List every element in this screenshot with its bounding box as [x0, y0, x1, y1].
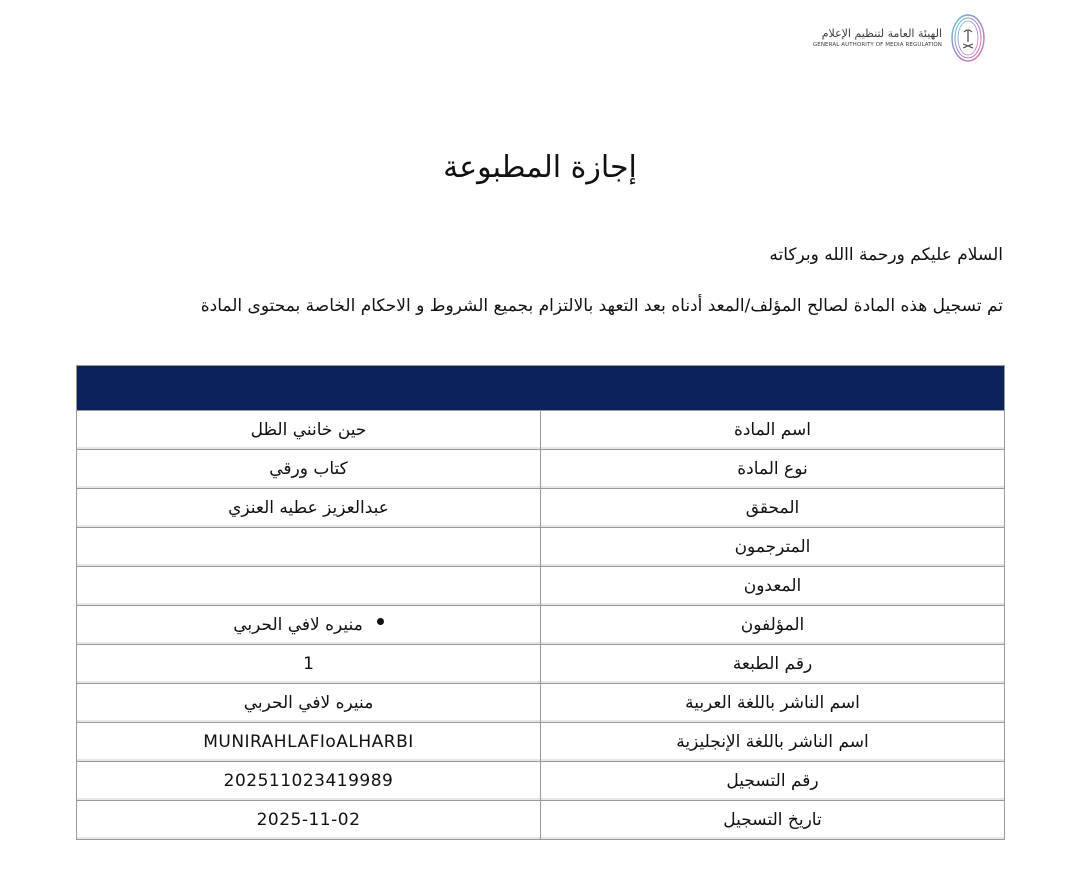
- table-row-material-name: [77, 411, 1005, 450]
- row-label: رقم الطبعة: [541, 645, 1005, 684]
- row-value-list: [77, 606, 541, 645]
- logo-arabic-name: الهيئة العامة لتنظيم الإعلام: [821, 27, 942, 40]
- authority-emblem-icon: [948, 12, 988, 64]
- row-label: المعدون: [541, 567, 1005, 606]
- bullet-icon: [377, 618, 384, 625]
- row-label: اسم الناشر باللغة الإنجليزية: [541, 723, 1005, 762]
- row-value: [77, 528, 541, 567]
- row-value: كتاب ورقي: [77, 450, 541, 489]
- table-header-bar: [77, 366, 1005, 411]
- row-label: المترجمون: [541, 528, 1005, 567]
- row-value: عبدالعزيز عطيه العنزي: [77, 489, 541, 528]
- row-label: المحقق: [541, 489, 1005, 528]
- row-value: [77, 801, 541, 840]
- row-value: منيره لافي الحربي: [77, 684, 541, 723]
- table-row-publisher-english: [77, 723, 1005, 762]
- registration-number-value: 202511023419989: [223, 771, 394, 791]
- row-value: [77, 762, 541, 801]
- table-header-cell: [77, 366, 1005, 411]
- table-row-registration-number: [77, 762, 1005, 801]
- author-name: منيره لافي الحربي: [233, 615, 363, 635]
- row-label: نوع المادة: [541, 450, 1005, 489]
- table-row-translators: [77, 528, 1005, 567]
- license-details-table: [76, 365, 1005, 840]
- registration-date-value: 2025-11-02: [256, 810, 361, 830]
- row-label: اسم المادة: [541, 411, 1005, 450]
- logo-english-name: GENERAL AUTHORITY OF MEDIA REGULATION: [812, 42, 942, 48]
- greeting-text: السلام عليكم ورحمة االله وبركاته: [769, 245, 1003, 265]
- table-row-publisher-arabic: [77, 684, 1005, 723]
- table-row-edition-number: [77, 645, 1005, 684]
- table-row-registration-date: [77, 801, 1005, 840]
- row-value: [77, 567, 541, 606]
- row-label: المؤلفون: [541, 606, 1005, 645]
- registration-statement: تم تسجيل هذه المادة لصالح المؤلف/المعد أدناه بعد التعهد بالالتزام بجميع الشروط و الاحكام الخاصة بمحتوى المادة: [200, 296, 1003, 316]
- table-row-authors: [77, 606, 1005, 645]
- authority-logo: [813, 12, 988, 64]
- row-label: رقم التسجيل: [541, 762, 1005, 801]
- table-row-editor: [77, 489, 1005, 528]
- row-value: 1: [77, 645, 541, 684]
- page-title: إجازة المطبوعة: [443, 150, 637, 185]
- logo-text: [813, 27, 942, 49]
- row-value: [77, 723, 541, 762]
- table-row-material-type: [77, 450, 1005, 489]
- publisher-english-value: MUNIRAHLAFIoALHARBI: [203, 732, 414, 752]
- row-label: تاريخ التسجيل: [541, 801, 1005, 840]
- table-row-compilers: [77, 567, 1005, 606]
- row-label: اسم الناشر باللغة العربية: [541, 684, 1005, 723]
- row-value: حين خانني الظل: [77, 411, 541, 450]
